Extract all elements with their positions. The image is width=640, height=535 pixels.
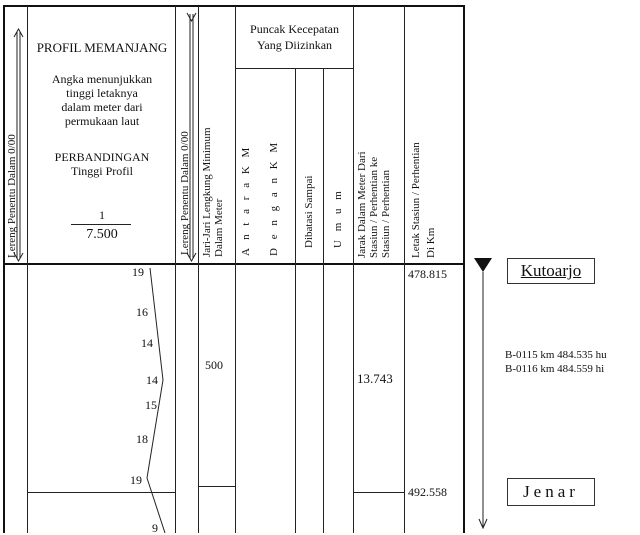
km-value-start: 478.815 xyxy=(408,267,447,281)
distance-header-line-2: Stasiun / Perhentian ke xyxy=(368,156,380,258)
profile-desc-line-2: tinggi letaknya xyxy=(66,86,138,100)
track-line xyxy=(470,255,500,533)
speed-between-header: A n t a r a K M xyxy=(240,144,252,256)
distance-value: 13.743 xyxy=(357,371,393,386)
profile-title: PROFIL MEMANJANG xyxy=(36,40,168,55)
elevation-label: 9 xyxy=(152,521,158,535)
right-slope-header: Lereng Penentu Dalam 0/00 xyxy=(179,131,191,255)
speed-group-title-2: Yang Diizinkan xyxy=(256,38,333,52)
km-value-end: 492.558 xyxy=(408,485,447,499)
location-header-line-1: Letak Stasiun / Perhentian xyxy=(410,142,422,258)
radius-header-line-1: Jari-Jari Lengkung Minimum xyxy=(201,127,213,257)
note-line-2: B-0116 km 484.559 hi xyxy=(505,363,605,375)
location-header-line-2: Di Km xyxy=(425,227,437,258)
elevation-label: 14 xyxy=(141,336,153,350)
elevation-label: 14 xyxy=(146,373,158,387)
radius-header-line-2: Dalam Meter xyxy=(213,198,225,257)
speed-general-header: U m u m xyxy=(332,188,344,248)
profile-desc-line-4: permukaan laut xyxy=(64,114,140,128)
speed-limited-header: Dibatasi Sampai xyxy=(303,175,315,248)
ratio-title: PERBANDINGAN xyxy=(54,150,150,164)
elevation-label: 15 xyxy=(145,398,157,412)
radius-value: 500 xyxy=(205,358,223,372)
profile-desc-line-3: dalam meter dari xyxy=(61,100,143,114)
ratio-subtitle: Tinggi Profil xyxy=(71,164,133,178)
speed-with-header: D e n g a n K M xyxy=(268,139,280,256)
ratio-denominator: 7.500 xyxy=(86,227,118,242)
elevation-label: 19 xyxy=(130,473,142,487)
elevation-label: 16 xyxy=(136,305,148,319)
note-line-1: B-0115 km 484.535 hu xyxy=(505,349,607,361)
elevation-label: 19 xyxy=(132,265,144,279)
station-jenar: Jenar xyxy=(507,478,595,506)
profile-desc-line-1: Angka menunjukkan xyxy=(51,72,153,86)
elevation-label: 18 xyxy=(136,432,148,446)
station-kutoarjo: Kutoarjo xyxy=(507,258,595,284)
speed-group-title-1: Puncak Kecepatan xyxy=(250,22,339,36)
distance-header-line-1: Jarak Dalam Meter Dari xyxy=(356,151,368,258)
ratio-numerator: 1 xyxy=(99,208,105,222)
left-slope-header: Lereng Penentu Dalam 0/00 xyxy=(6,134,18,258)
distance-header-line-3: Stasiun / Perhentian xyxy=(380,170,392,258)
